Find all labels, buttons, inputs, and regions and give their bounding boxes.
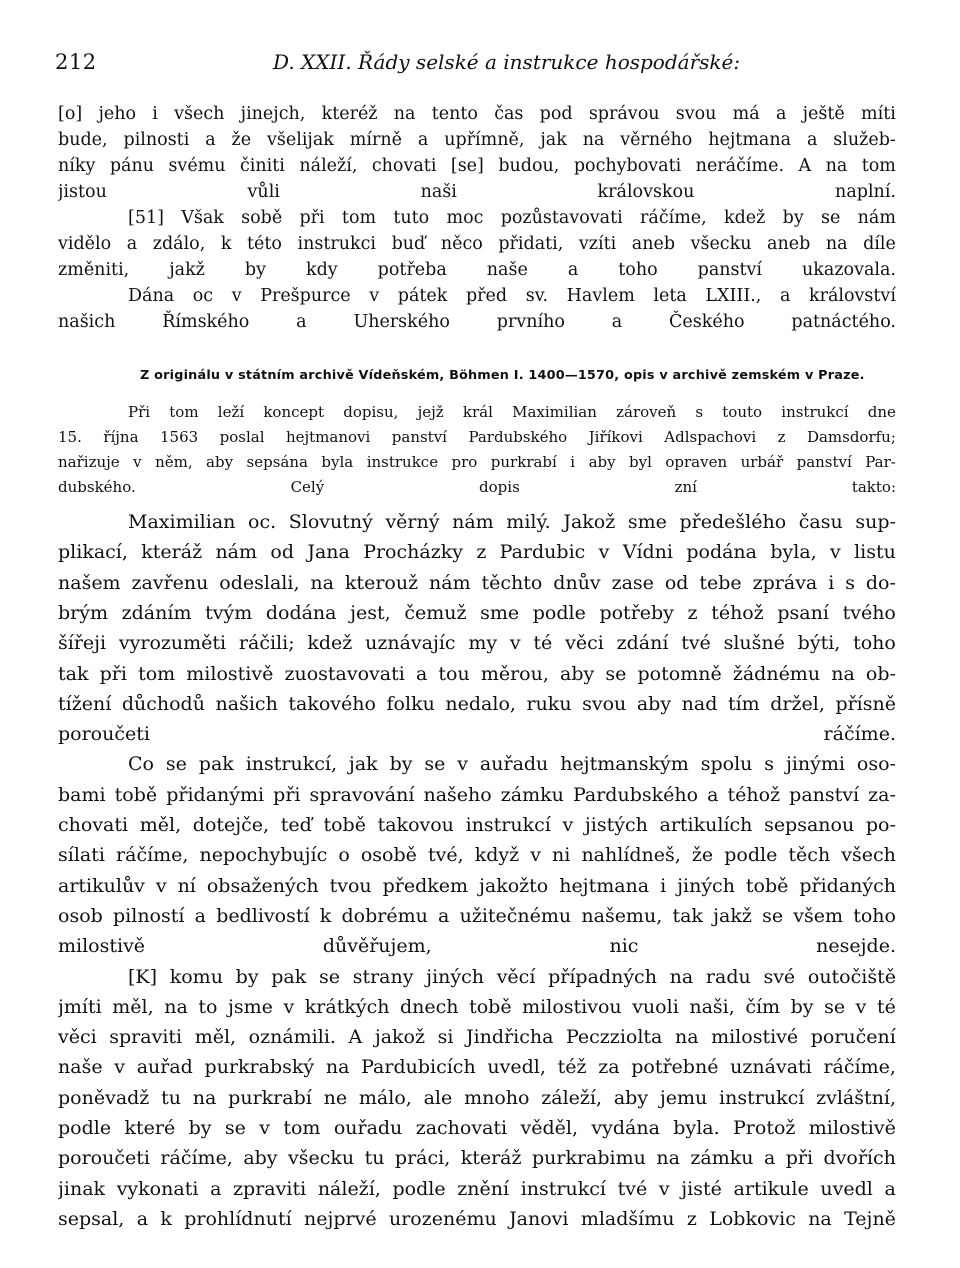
text-line: poroučeti ráčíme, aby všecku tu práci, kteráž purkrabimu na zámku a při dvořích (58, 1147, 896, 1170)
text-line: milostivě důvěřujem, nic nesejde. (58, 935, 896, 958)
page-number: 212 (55, 50, 97, 74)
page-header (55, 50, 905, 80)
text-line: Při tom leží koncept dopisu, jejž král Maximilian zároveň s touto instrukcí dne (128, 403, 896, 421)
source-note (58, 368, 896, 392)
text-line: [51] Však sobě při tom tuto moc pozůstavovati ráčíme, kdež by se nám (128, 208, 896, 228)
text-line: [o] jeho i všech jinejch, kteréž na tento čas pod správou svou má a ještě míti (58, 104, 896, 124)
text-line: tak při tom milostivě zuostavovati a tou měrou, aby se potomně žádnému na ob- (58, 662, 896, 685)
text-line: jistou vůli naši královskou naplní. (58, 182, 896, 202)
text-line: [K] komu by pak se strany jiných věcí případných na radu své outočiště (128, 965, 896, 988)
text-line: jinak vykonati a zpraviti náleží, podle znění instrukcí tvé v jisté artikule uvedl a (58, 1177, 896, 1200)
text-line: jmíti měl, na to jsme v krátkých dnech tobě milostivou vuoli naši, čím by se v té (58, 995, 896, 1018)
section-instruction-end (58, 101, 896, 341)
text-line: poroučeti ráčíme. (58, 723, 896, 746)
text-line: věci spraviti měl, oznámili. A jakož si Jindřicha Peczziolta na milostivé poručení (58, 1026, 896, 1049)
text-line: nařizuje v něm, aby sepsána byla instrukce pro purkrabí i aby byl opraven urbář panství Par- (58, 453, 896, 471)
text-line: chovati měl, dotejče, teď tobě takovou instrukcí v jistých artikulích sepsanou po- (58, 814, 896, 836)
text-line: plikací, kteráž nám od Jana Procházky z Pardubic v Vídni podána byla, v listu (58, 541, 896, 564)
text-line: podle které by se v tom ouřadu zachovati věděl, vydána byla. Protož milostivě (58, 1117, 896, 1139)
text-line: našich Římského a Uherského prvního a Českého patnáctého. (58, 312, 896, 332)
text-line: vidělo a zdálo, k této instrukci buď něco přidati, vzíti aneb všecku aneb na díle (58, 234, 896, 254)
section-letter (58, 507, 896, 1267)
text-line: 15. října 1563 poslal hejtmanovi panství Pardubského Jiříkovi Adlspachovi z Damsdorfu; (58, 428, 896, 446)
text-line: změniti, jakž by kdy potřeba naše a toho panství ukazovala. (58, 260, 896, 280)
text-line: Co se pak instrukcí, jak by se v auřadu hejtmanským spolu s jinými oso- (128, 753, 896, 776)
text-line: osob pilností a bedlivostí k dobrému a užitečnému našemu, tak jakž se všem toho (58, 904, 896, 927)
text-line: níky pánu svému činiti náleží, chovati [se] budou, pochybovati neráčíme. A na tom (58, 156, 896, 176)
text-line: našem zavřenu odeslali, na kterouž nám těchto dnův zase od tebe zpráva i s do- (58, 571, 896, 594)
text-line: sílati ráčíme, nepochybujíc o osobě tvé, když v ni nahlídneš, že podle těch všech (58, 844, 896, 867)
source-note-text: Z originálu v státním archivě Vídeňském, Böhmen I. 1400—1570, opis v archivě zemském v Praze. (140, 368, 865, 383)
text-line: sepsal, a k prohlídnutí nejprvé urozenému Janovi mladšímu z Lobkovic na Tejně (58, 1207, 896, 1230)
text-line: naše v auřad purkrabský na Pardubicích uvedl, též za potřebné uznávati ráčíme, (58, 1056, 896, 1079)
text-line: dubského. Celý dopis zní takto: (58, 478, 896, 496)
text-line: tížení důchodů našich takového folku nedalo, ruku svou aby nad tím držel, přísně (58, 692, 896, 715)
text-line: Maximilian oc. Slovutný věrný nám milý. Jakož sme předešlého času sup- (128, 511, 896, 533)
text-line: poněvadž tu na purkrabí ne málo, ale mnoho záleží, aby jemu instrukcí zvláštní, (58, 1086, 896, 1109)
text-line: artikulův v ní obsažených tvou předkem jakožto hejtmana i jiných tobě přidaných (58, 874, 896, 897)
running-head: D. XXII. Řády selské a instrukce hospodářské: (273, 50, 741, 74)
text-line: bude, pilnosti a že všelijak mírně a upřímně, jak na věrného hejtmana a služeb- (58, 130, 896, 150)
text-line: bami tobě přidanými při spravování našeho zámku Pardubského a téhož panství za- (58, 783, 896, 806)
text-line: Dána oc v Prešpurce v pátek před sv. Havlem leta LXIII., a království (128, 286, 896, 306)
section-editorial-note (58, 400, 896, 510)
text-line: šířeji vyrozuměti ráčili; kdež uznávajíc my v té věci zdání tvé slušné býti, toho (58, 632, 896, 655)
text-line: brým zdáním tvým dodána jest, čemuž sme podle potřeby z téhož psaní tvého (58, 601, 896, 624)
